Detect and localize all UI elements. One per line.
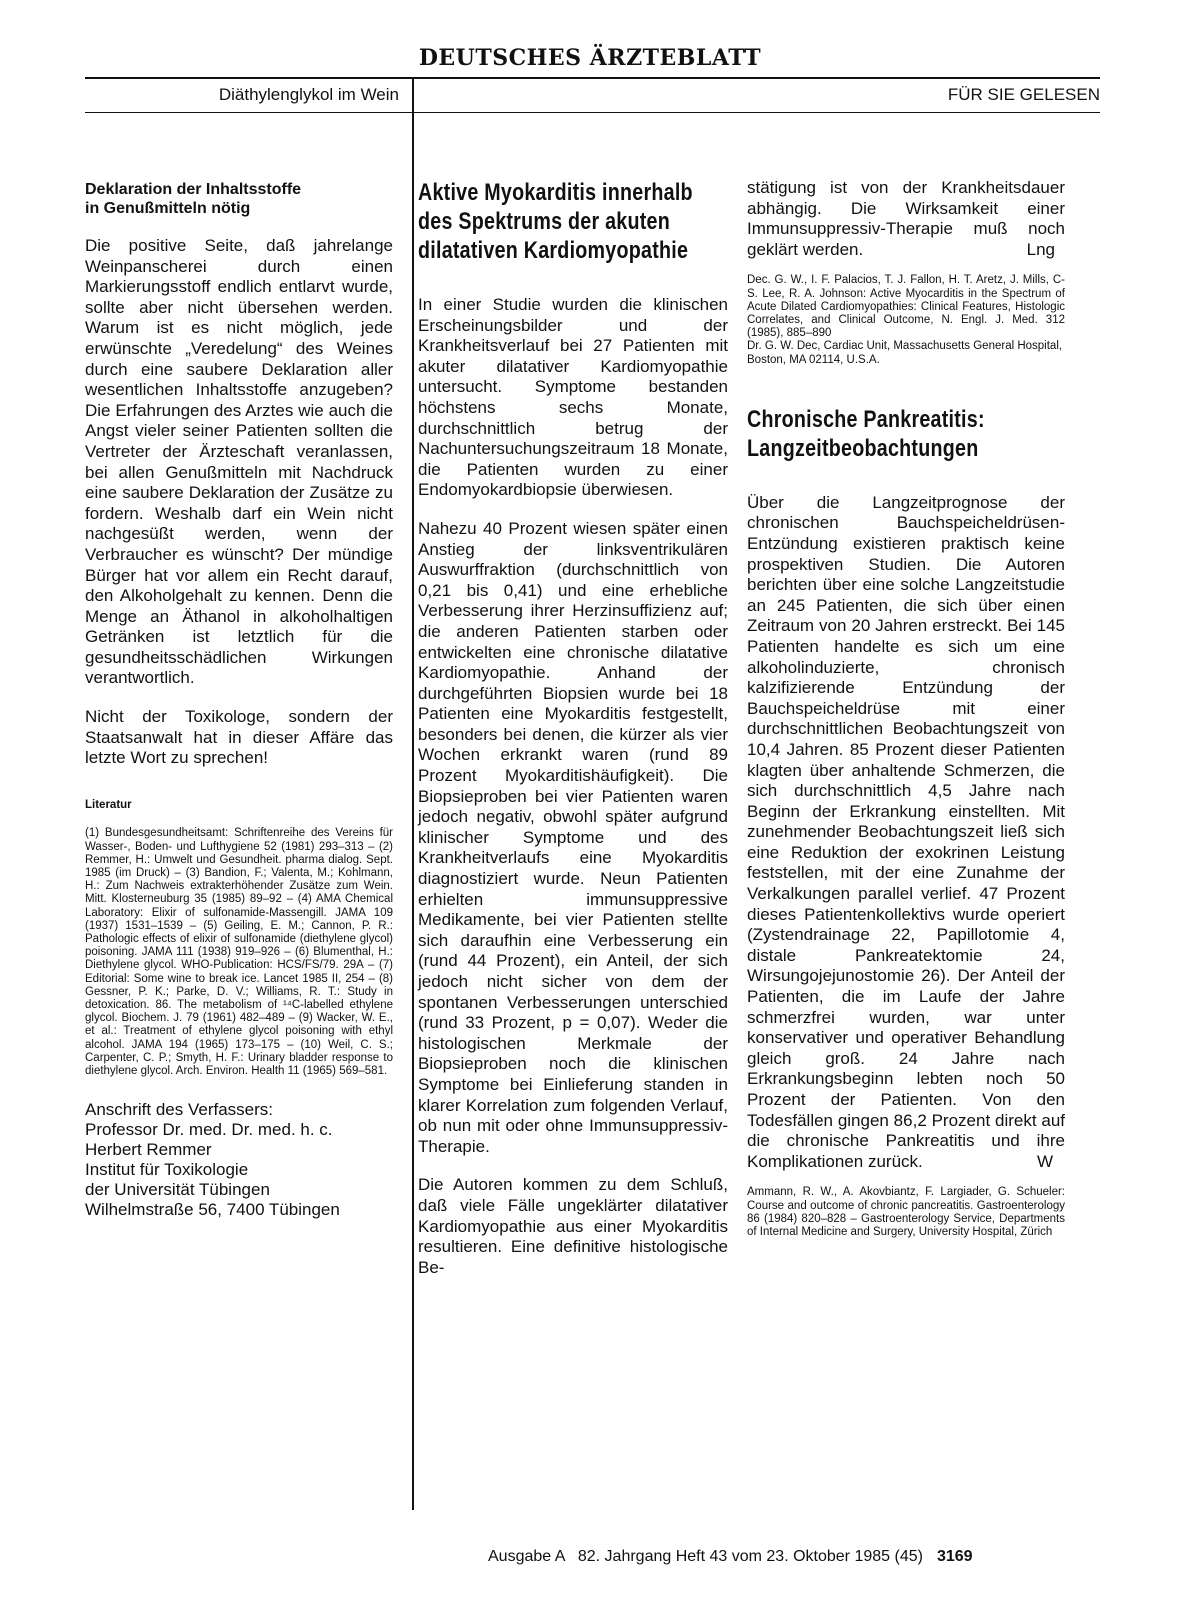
body-paragraph	[747, 178, 1065, 260]
author-initials: Lng	[1026, 239, 1055, 259]
body-paragraph: Nicht der Toxikologe, sondern der Staatsanwalt hat in dieser Affäre das letzte Wort zu sprechen!	[85, 707, 393, 768]
column-middle	[418, 178, 728, 1278]
masthead: DEUTSCHES ÄRZTEBLATT	[418, 45, 762, 71]
address-line: Professor Dr. med. Dr. med. h. c.	[85, 1120, 333, 1140]
issue-info: Ausgabe A 82. Jahrgang Heft 43 vom 23. Oktober 1985 (45)	[488, 1548, 923, 1565]
reference-address: Dr. G. W. Dec, Cardiac Unit, Massachusetts General Hospital, Boston, MA 02114, U.S.A.	[747, 340, 1063, 366]
column-left	[85, 180, 393, 1220]
address-line: Herbert Remmer	[85, 1140, 212, 1160]
header-rule	[85, 77, 1100, 79]
running-head-left: Diäthylenglykol im Wein	[218, 85, 399, 104]
address-line: der Universität Tübingen	[85, 1180, 270, 1200]
running-head-right: FÜR SIE GELESEN	[947, 85, 1100, 104]
page-number: 3169	[936, 1548, 973, 1565]
author-address	[85, 1100, 393, 1220]
article-headline: Aktive Myokarditis innerhalb des Spektrums der akuten dilatativen Kardiomyopathie	[418, 179, 693, 264]
address-line: Institut für Toxikologie	[85, 1160, 249, 1180]
subhead-line-2: in Genußmitteln nötig	[85, 200, 251, 217]
column-right	[747, 178, 1065, 1239]
subhead-line-1: Deklaration der Inhaltsstoffe	[85, 181, 302, 198]
column-divider	[412, 112, 414, 1510]
header-column-divider	[412, 77, 414, 113]
reference-citation: Dec. G. W., I. F. Palacios, T. J. Fallon, H. T. Aretz, J. Mills, C-S. Lee, R. A. Johnson: Active Myocarditis in the Spectrum of Acute Dilated Cardiomyopathies: Clinical Features, Histologic Correlates, and Clinical Outcome, N. Engl. J. Med. 312 (1985), 885–890	[747, 274, 1065, 340]
continuation-text: stätigung ist von der Krankheitsdauer abhängig. Die Wirksamkeit einer Immunsuppressiv-Therapie muß noch geklärt werden.	[747, 178, 1065, 259]
address-line: Wilhelmstraße 56, 7400 Tübingen	[85, 1200, 340, 1220]
literature-heading: Literatur	[85, 798, 132, 811]
author-initials: W	[1036, 1151, 1053, 1171]
address-line: Anschrift des Verfassers:	[85, 1100, 274, 1120]
page-footer	[488, 1548, 1088, 1566]
article-headline: Chronische Pankreatitis: Langzeitbeobachtungen	[747, 405, 985, 462]
literature-list: (1) Bundesgesundheitsamt: Schriftenreihe des Vereins für Wasser-, Boden- und Lufthygiene 52 (1981) 293–313 – (2) Remmer, H.: Umwelt und Gesundheit. pharma dialog. Sept. 1985 (im Druck) – (3) Bandion, F.; Valenta, M.; Kohlmann, H.: Zum Nachweis extrakterhöhender Zusätze zum Wein. Mitt. Klosterneuburg 35 (1985) 89–92 – (4) AMA Chemical Laboratory: Elixir of sulfonamide-Massengill. JAMA 109 (1937) 1531–1539 – (5) Geiling, E. M.; Cannon, P. R.: Pathologic effects of elixir of sulfonamide (diethylene glycol) poisoning. JAMA 111 (1938) 919–926 – (6) Blumenthal, H.: Diethylene glycol. WHO-Publication: HCS/FS/79. 29A – (7) Editorial: Some wine to break ice. Lancet 1985 II, 254 – (8) Gessner, P. K.; Parke, D. V.; Williams, R. T.: Study in detoxication. 86. The metabolism of ¹⁴C-labelled ethylene glycol. Biochem. J. 79 (1961) 482–489 – (9) Wacker, W. E., et al.: Treatment of ethylene glycol poisoning with ethyl alcohol. JAMA 194 (1965) 173–175 – (10) Weil, C. S.; Carpenter, C. P.; Smyth, H. F.: Urinary bladder response to diethylene glycol. Arch. Environ. Health 11 (1965) 569–581.	[85, 827, 393, 1078]
body-paragraph	[747, 493, 1065, 1173]
body-paragraph: Nahezu 40 Prozent wiesen später einen Anstieg der linksventrikulären Auswurffraktion (durchschnittlich von 0,21 bis 0,41) und eine erhebliche Verbesserung ihrer Herzinsuffizienz auf; die anderen Patienten starben oder entwickelten eine chronische dilatative Kardiomyopathie. Anhand der durchgeführten Biopsien wurde bei 18 Patienten eine Myokarditis festgestellt, besonders bei denen, die kürzer als vier Wochen erkrankt waren (rund 89 Prozent Myokarditishäufigkeit). Die Biopsieproben bei vier Patienten waren jedoch negativ, obwohl später aufgrund klinischer Symptome und des Krankheitverlaufs eine Myokarditis diagnostiziert wurde. Neun Patienten erhielten immunsuppressive Medikamente, bei vier Patienten stellte sich daraufhin eine Verbesserung ein (rund 44 Prozent), ein Anteil, der sich jedoch nicht sicher von dem der spontanen Verbesserungen unterschied (rund 33 Prozent, p = 0,07). Weder die histologischen Merkmale der Biopsieproben noch die klinischen Symptome bei Einlieferung standen in klarer Korrelation zum folgenden Verlauf, ob nun mit oder ohne Immunsuppressiv-Therapie.	[418, 518, 728, 1156]
subheader-rule	[85, 112, 1100, 113]
body-paragraph: In einer Studie wurden die klinischen Erscheinungsbilder und der Krankheitsverlauf bei 27 Patienten mit akuter dilatativer Kardiomyopathie untersucht. Symptome bestanden höchstens sechs Monate, durchschnittlich betrug der Nachuntersuchungszeitraum 18 Monate, die Patienten wurden zu einer Endomyokardbiopsie überwiesen.	[418, 295, 728, 500]
section-subhead	[85, 180, 393, 218]
body-text: Über die Langzeitprognose der chronischen Bauchspeicheldrüsen-Entzündung existieren praktisch keine prospektiven Studien. Die Autoren berichten über eine solche Langzeitstudie an 245 Patienten, die sich über einen Zeitraum von 20 Jahren erstreckt. Bei 145 Patienten handelte es sich um eine alkoholinduzierte, chronisch kalzifizierende Entzündung der Bauchspeicheldrüse mit einer durchschnittlichen Beobachtungszeit von 10,4 Jahren. 85 Prozent dieser Patienten klagten über anhaltende Schmerzen, die sich durchschnittlich 4,5 Jahre nach Beginn der Erkrankung einstellten. Mit zunehmender Beobachtungszeit ließ sich eine Reduktion der exokrinen Leistung feststellen, mit der eine Zunahme der Verkalkungen parallel verlief. 47 Prozent dieses Patientenkollektivs wurde operiert (Zystendrainage 22, Papillotomie 4, distale Pankreatektomie 24, Wirsungojejunostomie 26). Der Anteil der Patienten, die im Laufe der Jahre schmerzfrei wurden, war unter konservativer und operativer Behandlung gleich groß. 24 Jahre nach Erkrankungsbeginn lebten noch 50 Prozent der Patienten. Von den Todesfällen gingen 86,2 Prozent direkt auf die chronische Pankreatitis und ihre Komplikationen zurück.	[747, 492, 1065, 1171]
reference-citation: Ammann, R. W., A. Akovbiantz, F. Largiader, G. Schueler: Course and outcome of chronic pancreatitis. Gastroenterology 86 (1984) 820–828 – Gastroenterology Service, Departments of Internal Medicine and Surgery, University Hospital, Zürich	[747, 1186, 1065, 1238]
body-paragraph: Die positive Seite, daß jahrelange Weinpanscherei durch einen Markierungsstoff endlich entlarvt wurde, sollte aber nicht übersehen werden. Warum ist es nicht möglich, jede erwünschte „Veredelung“ des Weines durch eine saubere Deklaration aller wesentlichen Inhaltsstoffe anzugeben? Die Erfahrungen des Arztes wie auch die Angst vieler seiner Patienten sollten die Vertreter der Ärzteschaft veranlassen, bei allen Genußmitteln mit Nachdruck eine saubere Deklaration der Zusätze zu fordern. Weshalb darf ein Wein nicht nachgesüßt werden, wenn der Verbraucher es wünscht? Der mündige Bürger hat vor allem ein Recht darauf, den Alkoholgehalt zu kennen. Denn die Menge an Äthanol in alkoholhaltigen Getränken ist letztlich für die gesundheitsschädlichen Wirkungen verantwortlich.	[85, 236, 393, 688]
body-paragraph: Die Autoren kommen zu dem Schluß, daß viele Fälle ungeklärter dilatativer Kardiomyopathie aus einer Myokarditis resultieren. Eine definitive histologische Be-	[418, 1175, 728, 1277]
